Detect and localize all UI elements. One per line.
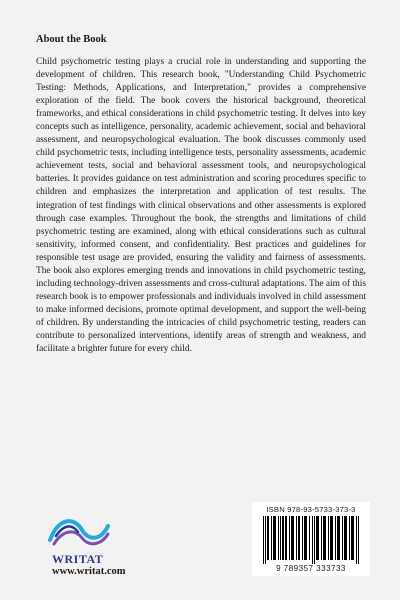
barcode-bar	[302, 516, 303, 560]
barcode-bar	[321, 516, 322, 560]
barcode-bar	[356, 516, 357, 564]
barcode-bar	[342, 516, 343, 560]
barcode-bar	[298, 516, 300, 560]
barcode-bar	[328, 516, 329, 560]
barcode-bar	[344, 516, 347, 560]
barcode-bar	[291, 516, 294, 560]
isbn-label: ISBN 978-93-5733-373-3	[266, 505, 356, 514]
about-heading: About the Book	[36, 34, 107, 45]
publisher-logo	[30, 512, 140, 582]
barcode-bar	[278, 516, 279, 560]
barcode-bar	[323, 516, 326, 560]
isbn-barcode-block	[252, 502, 370, 576]
barcode-bar	[349, 516, 350, 560]
barcode-bar	[282, 516, 284, 560]
barcode-bar	[358, 516, 359, 564]
barcode-bar	[289, 516, 290, 560]
barcode-bar	[312, 516, 313, 564]
barcode-bar	[280, 516, 281, 560]
barcode-bar	[273, 516, 276, 560]
barcode-bar	[271, 516, 272, 560]
barcode-bar	[267, 516, 269, 560]
barcode-bar	[263, 516, 264, 564]
barcode-bar	[309, 516, 310, 560]
barcode-bar	[265, 516, 266, 564]
barcode-bar	[285, 516, 287, 560]
about-paragraph: Child psychometric testing plays a crucial role in understanding and supporting the development of children. This research book, "Understanding Child Psychometric Testing: Methods, Applications, and Interpretation," provides a comprehensive exploration of the field. The book covers the historical background, theoretical frameworks, and ethical considerations in child psychometric testing. It delves into key concepts such as intelligence, personality, academic achievement, social and behavioral assessment, and neuropsychological evaluation. The book discusses commonly used child psychometric tests, including intelligence tests, personality assessments, academic achievement tests, social and behavioral assessment tools, and neuropsychological batteries. It provides guidance on test administration and scoring procedures specific to children and emphasizes the interpretation and application of test results. The integration of test findings with clinical observations and other assessments is explored through case examples. Throughout the book, the strengths and limitations of child psychometric testing are examined, along with ethical considerations such as cultural sensitivity, informed consent, and confidentiality. Best practices and guidelines for responsible test usage are provided, ensuring the validity and fairness of assessments. The book also explores emerging trends and innovations in child psychometric testing, including technology-driven assessments and cross-cultural adaptations. The aim of this research book is to empower professionals and individuals involved in child assessment to make informed decisions, promote optimal development, and support the well-being of children. By understanding the intricacies of child psychometric testing, readers can contribute to personalized interventions, identify areas of strength and weakness, and facilitate a brighter future for every child.	[36, 57, 366, 355]
barcode-bar	[330, 516, 333, 560]
barcode-icon	[262, 516, 360, 564]
barcode-bar	[314, 516, 315, 564]
publisher-url: www.writat.com	[52, 566, 126, 577]
barcode-bar	[296, 516, 297, 560]
barcode-digits: 9 789357 333733	[276, 564, 346, 573]
barcode-bar	[304, 516, 307, 560]
writat-swirl-logo-icon	[44, 512, 114, 552]
barcode-bar	[335, 516, 336, 560]
barcode-bar	[337, 516, 340, 560]
barcode-bar	[316, 516, 319, 560]
publisher-name: WRITAT	[52, 552, 104, 566]
barcode-bar	[351, 516, 354, 560]
